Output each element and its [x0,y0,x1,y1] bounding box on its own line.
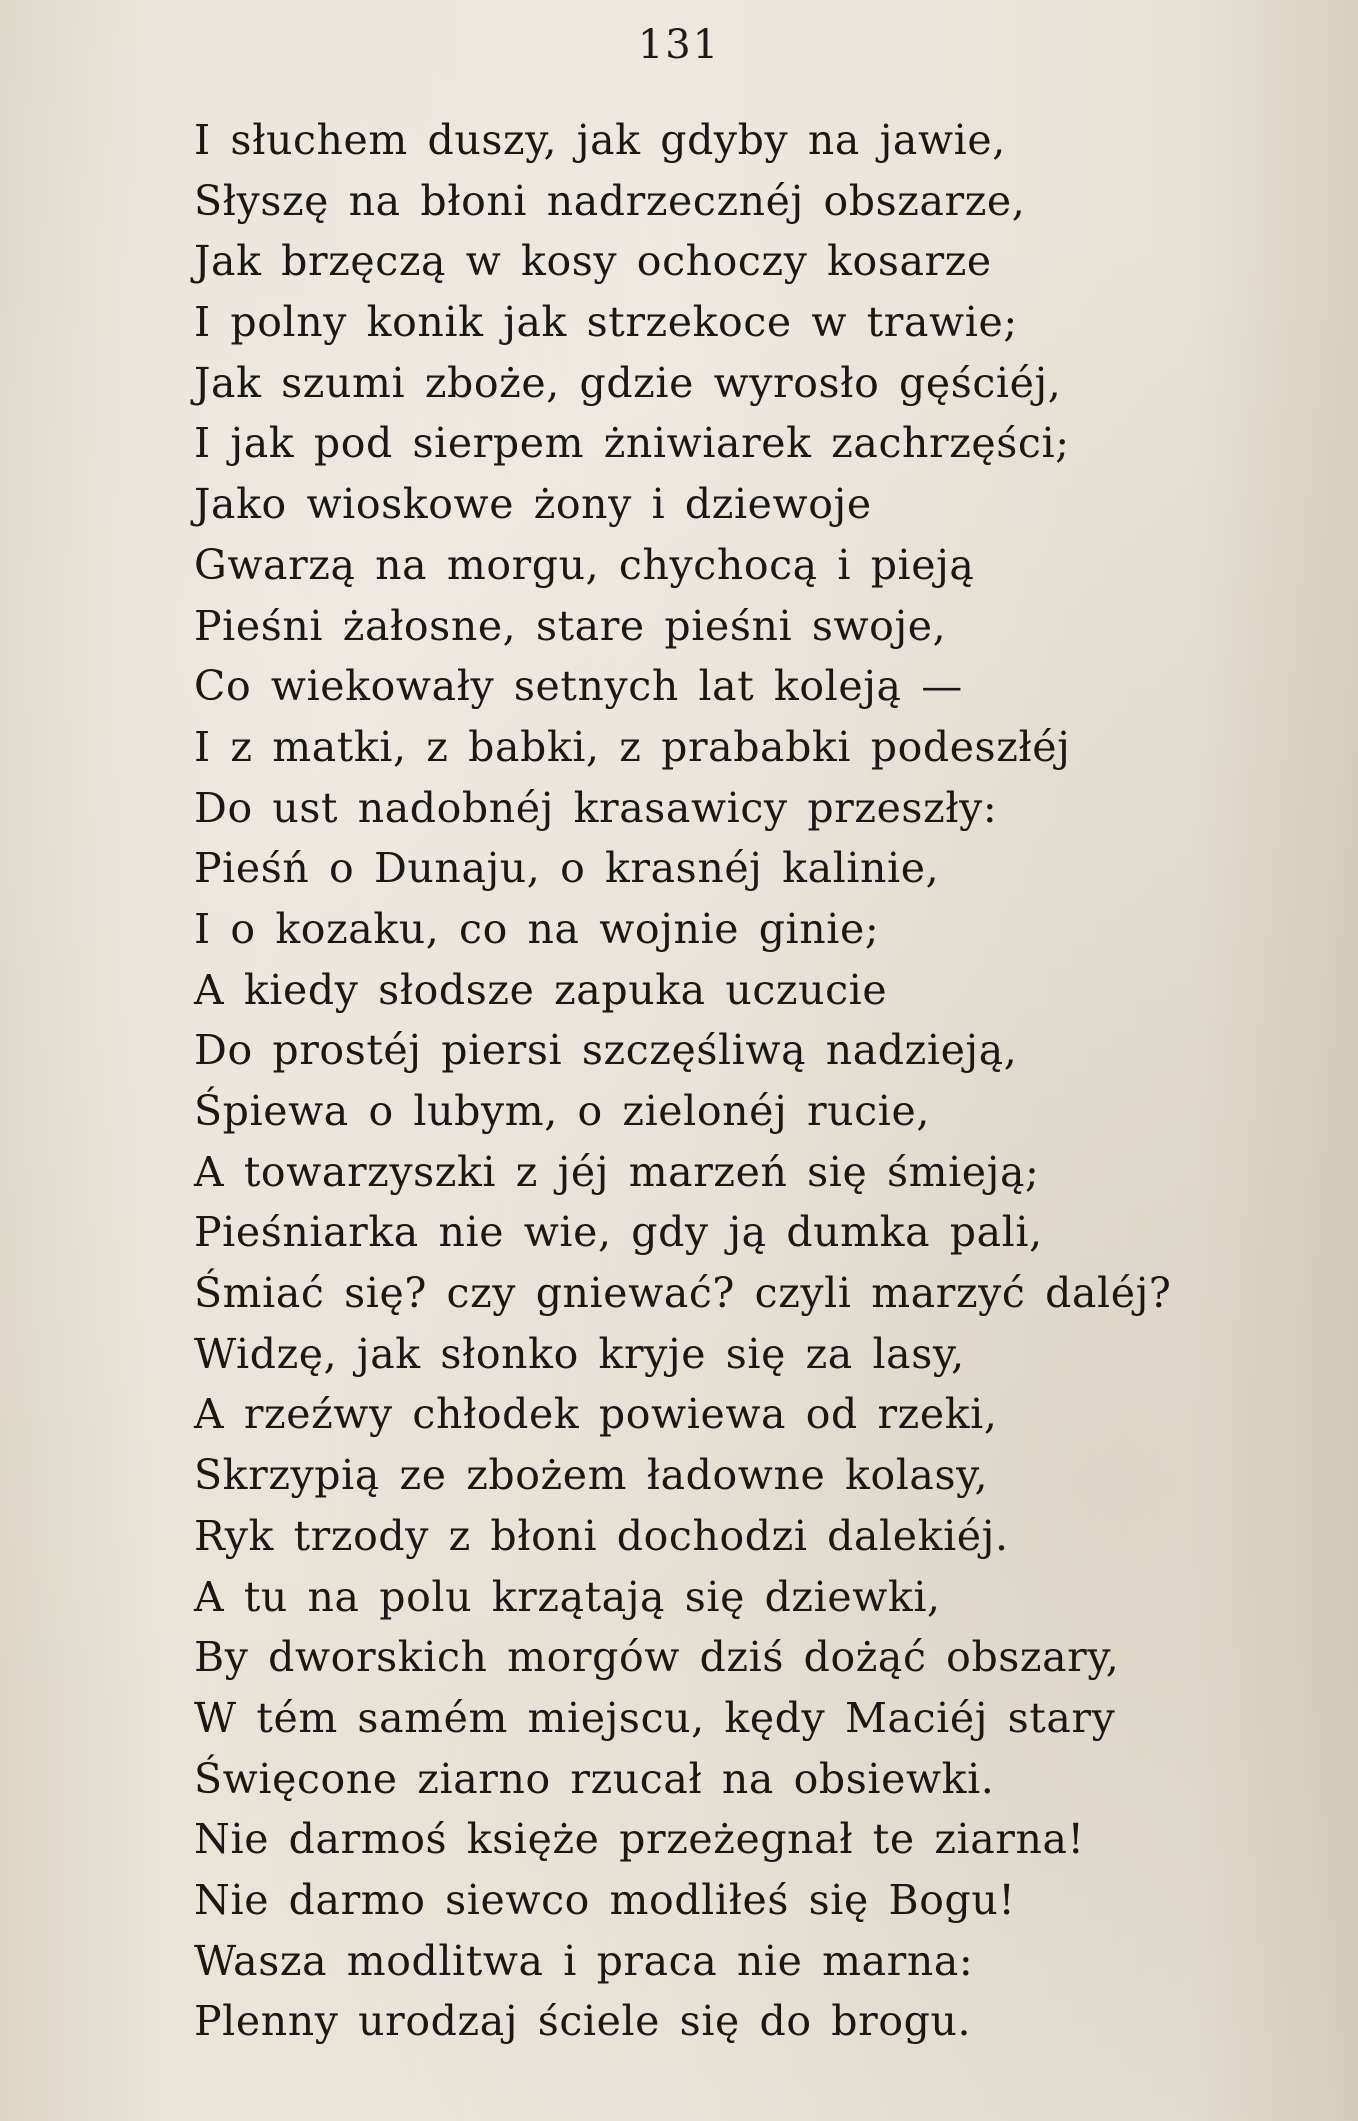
verse-line-6: I jak pod sierpem żniwiarek zachrzęści; [194,419,1070,468]
verse-line-15: A kiedy słodsze zapuka uczucie [194,965,888,1014]
verse-line-7: Jako wioskowe żony i dziewoje [194,480,872,529]
verse-line-1: I słuchem duszy, jak gdyby na jawie, [194,116,1006,164]
page-number: 131 [637,22,721,68]
verse-line-5: Jak szumi zboże, gdzie wyrosło gęściéj, [194,358,1062,407]
verse-line-11: I z matki, z babki, z prababki podeszłéj [194,722,1071,771]
verse-line-25: A tu na polu krzątają się dziewki, [194,1572,941,1621]
verse-line-9: Pieśni żałosne, stare pieśni swoje, [194,601,947,650]
verse-line-8: Gwarzą na morgu, chychocą i pieją [194,540,975,589]
verse-line-28: Święcone ziarno rzucał na obsiewki. [194,1754,995,1803]
verse-line-4: I polny konik jak strzekoce w trawie; [194,298,1018,347]
verse-line-27: W tém samém miejscu, kędy Maciéj stary [194,1693,1116,1742]
verse-line-30: Nie darmo siewco modliłeś się Bogu! [194,1875,1016,1924]
verse-line-17: Śpiewa o lubym, o zielonéj rucie, [194,1087,930,1135]
verse-line-3: Jak brzęczą w kosy ochoczy kosarze [194,237,992,286]
verse-line-16: Do prostéj piersi szczęśliwą nadzieją, [194,1026,1018,1075]
verse-line-14: I o kozaku, co na wojnie ginie; [194,904,880,953]
verse-line-2: Słyszę na błoni nadrzecznéj obszarze, [194,176,1026,225]
verse-line-19: Pieśniarka nie wie, gdy ją dumka pali, [194,1208,1043,1257]
verse-line-24: Ryk trzody z błoni dochodzi dalekiéj. [194,1511,1009,1560]
verse-line-29: Nie darmoś księże przeżegnał te ziarna! [194,1815,1085,1864]
verse-line-18: A towarzyszki z jéj marzeń się śmieją; [194,1147,1040,1196]
verse-line-10: Co wiekowały setnych lat koleją — [194,662,963,711]
verse-line-31: Wasza modlitwa i praca nie marna: [194,1936,974,1985]
verse-line-22: A rzeźwy chłodek powiewa od rzeki, [194,1390,998,1439]
verse-line-32: Plenny urodzaj ściele się do brogu. [194,1997,972,2046]
verse-line-26: By dworskich morgów dziś dożąć obszary, [194,1633,1120,1682]
verse-line-23: Skrzypią ze zbożem ładowne kolasy, [194,1451,989,1500]
verse-line-20: Śmiać się? czy gniewać? czyli marzyć daléj? [194,1269,1172,1318]
verse-line-13: Pieśń o Dunaju, o krasnéj kalinie, [194,844,940,893]
verse-line-21: Widzę, jak słonko kryje się za lasy, [194,1329,965,1378]
poem-text [194,110,1314,2052]
verse-line-12: Do ust nadobnéj krasawicy przeszły: [194,783,998,832]
